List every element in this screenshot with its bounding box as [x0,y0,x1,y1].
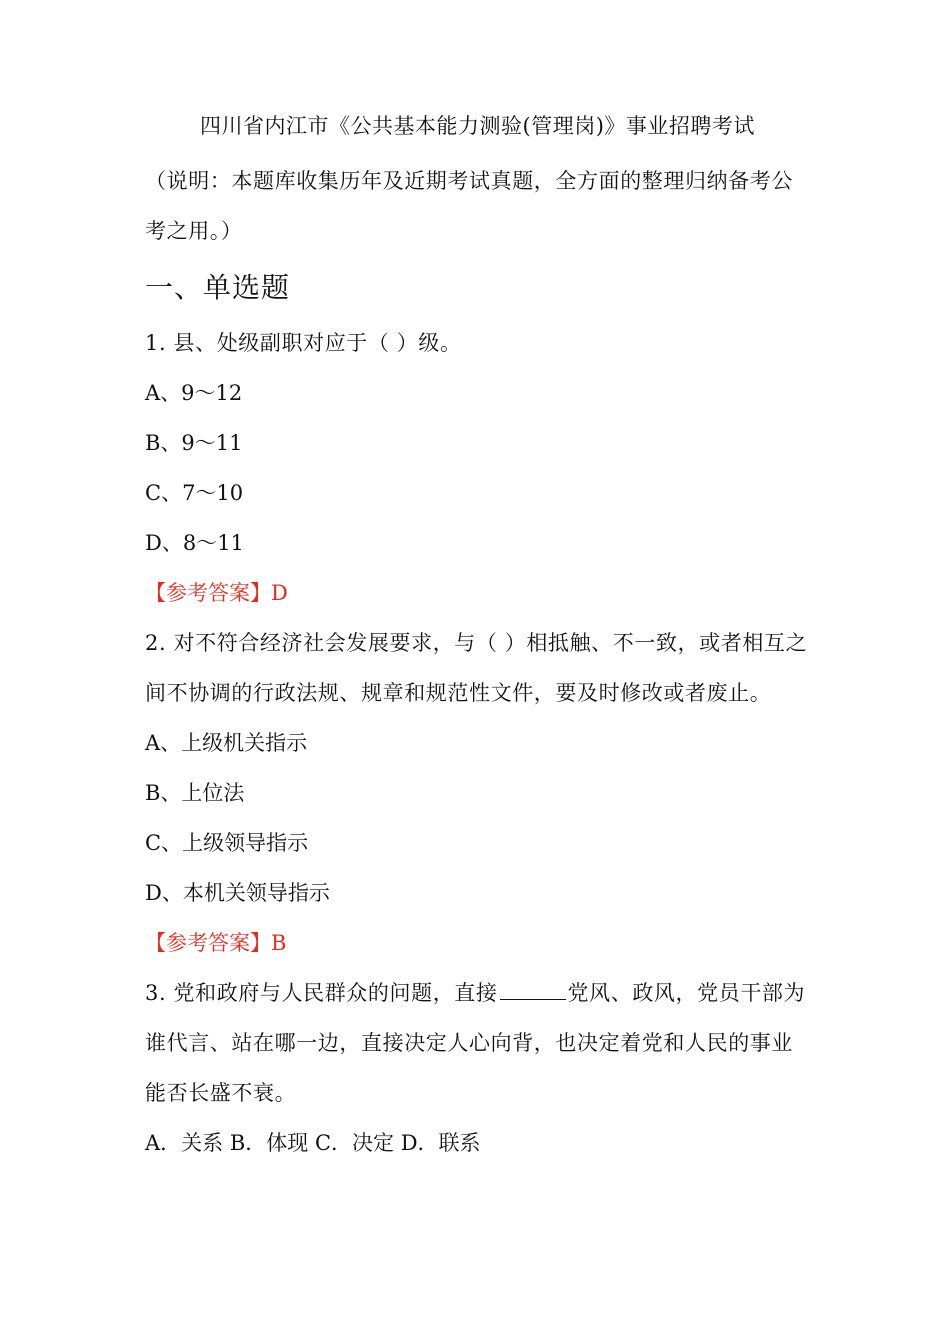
reference-answer: 【参考答案】D [145,581,288,605]
section-heading: 一、单选题 [145,271,291,304]
document-title: 四川省内江市《公共基本能力测验(管理岗)》事业招聘考试 [200,114,755,138]
option-a: A、9～12 [145,381,243,405]
question-stem-after-blank: 党风、政风，党员干部为谁代言、站在哪一边，直接决定人心向背，也决定着党和人民的事业能否长盛不衰。 [145,981,806,1105]
option-a: A、上级机关指示 [145,731,308,755]
option-c: C、7～10 [145,481,244,505]
document-content [145,104,810,1168]
fill-in-blank [500,979,566,1000]
reference-answer: 【参考答案】B [145,931,287,955]
question-stem [145,968,810,1118]
option-b: B、9～11 [145,431,243,455]
option-c: C、上级领导指示 [145,831,309,855]
question-stem: 1. 县、处级副职对应于（ ）级。 [145,331,462,355]
question-3 [145,968,810,1168]
option-b: B、上位法 [145,781,245,805]
option-d: D、本机关领导指示 [145,881,330,905]
question-stem-before-blank: 3. 党和政府与人民群众的问题，直接 [145,981,498,1005]
document-description: （说明：本题库收集历年及近期考试真题，全方面的整理归纳备考公考之用。） [145,169,793,243]
question-stem: 2. 对不符合经济社会发展要求，与（ ）相抵触、不一致，或者相互之间不协调的行政法规、规章和规范性文件，要及时修改或者废止。 [145,631,808,705]
option-d: D、8～11 [145,531,244,555]
question-1 [145,318,810,618]
options-line: A．关系 B．体现 C．决定 D．联系 [145,1131,481,1155]
question-2 [145,618,810,968]
